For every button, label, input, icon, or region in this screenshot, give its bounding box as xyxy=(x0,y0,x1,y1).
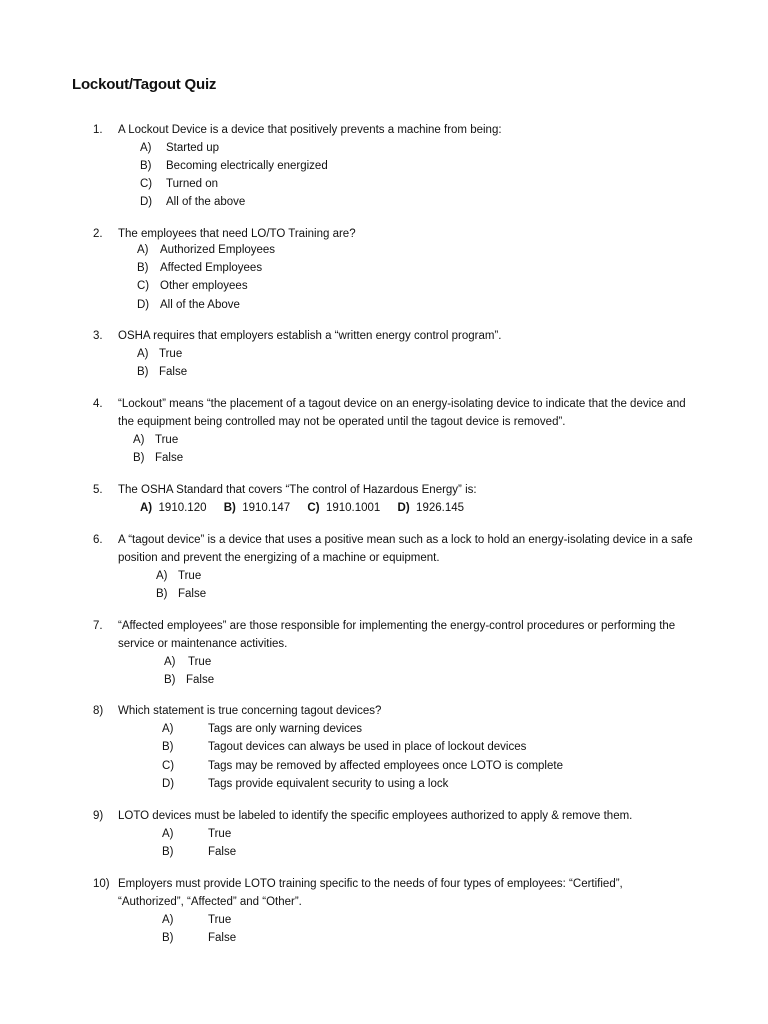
question-number: 2. xyxy=(93,228,103,240)
question-text: Employers must provide LOTO training specific to the needs of four types of employees: “Certified”, “Authorized”, “Affected” and “Other”. xyxy=(118,878,623,908)
answer-option[interactable] xyxy=(398,502,465,514)
option-text: Affected Employees xyxy=(160,262,263,274)
option-text: False xyxy=(208,932,237,944)
option-text: False xyxy=(208,846,237,858)
option-text: True xyxy=(208,914,232,926)
question-number: 5. xyxy=(93,484,103,496)
option-letter: B) xyxy=(162,741,174,753)
answer-option[interactable] xyxy=(307,502,380,514)
answer-option[interactable] xyxy=(140,502,207,514)
option-letter: C) xyxy=(307,502,320,514)
question-text: The employees that need LO/TO Training are? xyxy=(118,228,356,240)
option-letter: A) xyxy=(137,244,149,256)
option-text: True xyxy=(188,656,212,668)
option-letter: B) xyxy=(162,932,174,944)
option-letter: B) xyxy=(140,160,152,172)
option-letter: B) xyxy=(223,502,236,514)
question-text: “Affected employees” are those responsible for implementing the energy-control procedures or performing the service or maintenance activities. xyxy=(118,620,676,650)
question-text: LOTO devices must be labeled to identify the specific employees authorized to apply & remove them. xyxy=(118,810,633,822)
option-letter: B) xyxy=(162,846,174,858)
option-letter: A) xyxy=(137,348,149,360)
option-letter: A) xyxy=(164,656,176,668)
answer-option[interactable] xyxy=(224,502,291,514)
option-letter: A) xyxy=(162,723,174,735)
option-text: Other employees xyxy=(160,280,248,292)
option-text: Becoming electrically energized xyxy=(166,160,328,172)
question-text: A “tagout device” is a device that uses a positive mean such as a lock to hold an energy-isolating device in a safe position and prevent the energizing of a machine or equipment. xyxy=(118,534,693,564)
question-text: Which statement is true concerning tagout devices? xyxy=(118,705,382,717)
option-letter: C) xyxy=(140,178,153,190)
option-text: False xyxy=(178,588,207,600)
option-letter: B) xyxy=(137,262,149,274)
option-text: Started up xyxy=(166,142,220,154)
option-letter: D) xyxy=(162,778,175,790)
option-letter: D) xyxy=(140,196,153,208)
question-text: The OSHA Standard that covers “The control of Hazardous Energy” is: xyxy=(118,484,477,496)
option-text: Authorized Employees xyxy=(160,244,276,256)
question-text: A Lockout Device is a device that positively prevents a machine from being: xyxy=(118,124,502,136)
option-letter: D) xyxy=(137,299,150,311)
option-text: Tags may be removed by affected employees once LOTO is complete xyxy=(208,760,563,772)
option-text: All of the above xyxy=(166,196,246,208)
question-text: “Lockout” means “the placement of a tagout device on an energy-isolating device to indicate that the device and the equipment being controlled may not be operated until the tagout device is removed”. xyxy=(118,398,686,428)
option-letter: A) xyxy=(162,828,174,840)
option-text: 1910.147 xyxy=(242,502,291,514)
option-text: 1910.120 xyxy=(158,502,207,514)
option-letter: A) xyxy=(140,142,152,154)
option-text: All of the Above xyxy=(160,299,240,311)
option-text: Tags provide equivalent security to using a lock xyxy=(208,778,449,790)
page-title: Lockout/Tagout Quiz xyxy=(72,76,217,93)
question-number: 4. xyxy=(93,398,103,410)
option-text: Tagout devices can always be used in place of lockout devices xyxy=(208,741,527,753)
question-number: 7. xyxy=(93,620,103,632)
question-number: 6. xyxy=(93,534,103,546)
question-number: 3. xyxy=(93,330,103,342)
question-number: 1. xyxy=(93,124,103,136)
option-text: False xyxy=(186,674,215,686)
question-number: 9) xyxy=(93,810,104,822)
option-letter: D) xyxy=(397,502,410,514)
option-text: False xyxy=(155,452,184,464)
option-letter: B) xyxy=(164,674,176,686)
option-letter: A) xyxy=(156,570,168,582)
option-text: False xyxy=(159,366,188,378)
question-number: 8) xyxy=(93,705,104,717)
option-letter: A) xyxy=(162,914,174,926)
option-letter: C) xyxy=(162,760,175,772)
option-text: 1926.145 xyxy=(416,502,465,514)
option-letter: C) xyxy=(137,280,150,292)
option-letter: B) xyxy=(156,588,168,600)
option-text: 1910.1001 xyxy=(325,502,381,514)
option-letter: A) xyxy=(140,502,153,514)
question-text: OSHA requires that employers establish a “written energy control program”. xyxy=(118,330,502,342)
option-letter: A) xyxy=(133,434,145,446)
question-number: 10) xyxy=(93,878,110,890)
option-text: Tags are only warning devices xyxy=(208,723,363,735)
inline-answer-options xyxy=(140,499,478,517)
option-text: True xyxy=(208,828,232,840)
option-text: True xyxy=(159,348,183,360)
option-letter: B) xyxy=(137,366,149,378)
option-text: Turned on xyxy=(166,178,218,190)
option-letter: B) xyxy=(133,452,145,464)
option-text: True xyxy=(178,570,202,582)
option-text: True xyxy=(155,434,179,446)
